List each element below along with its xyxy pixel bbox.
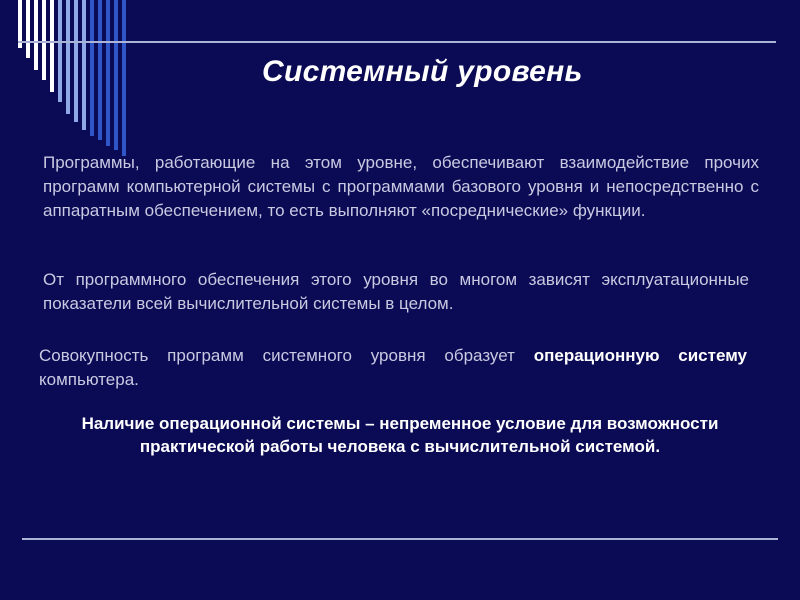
paragraph-system-level-description: Программы, работающие на этом уровне, обеспечивают взаимодействие прочих программ компьютерной системы с программами базового уровня и непосредственно с аппаратным обеспечением, то есть выполняют «посреднические» функции.	[43, 153, 759, 220]
os-paragraph-tail: компьютера.	[39, 370, 139, 389]
paragraph-operating-system	[39, 344, 747, 392]
bottom-divider	[22, 538, 778, 540]
top-divider	[18, 41, 776, 43]
conclusion-statement: Наличие операционной системы – непременное условие для возможности практической работы человека с вычислительной системой.	[81, 414, 719, 456]
slide-title: Системный уровень	[262, 55, 583, 88]
stripe-bar	[26, 0, 30, 58]
os-paragraph-lead: Совокупность программ системного уровня образует	[39, 346, 534, 365]
paragraph-performance-dependency: От программного обеспечения этого уровня во многом зависят эксплуатационные показатели всей вычислительной системы в целом.	[43, 270, 749, 313]
os-term-highlight: операционную систему	[533, 346, 747, 365]
